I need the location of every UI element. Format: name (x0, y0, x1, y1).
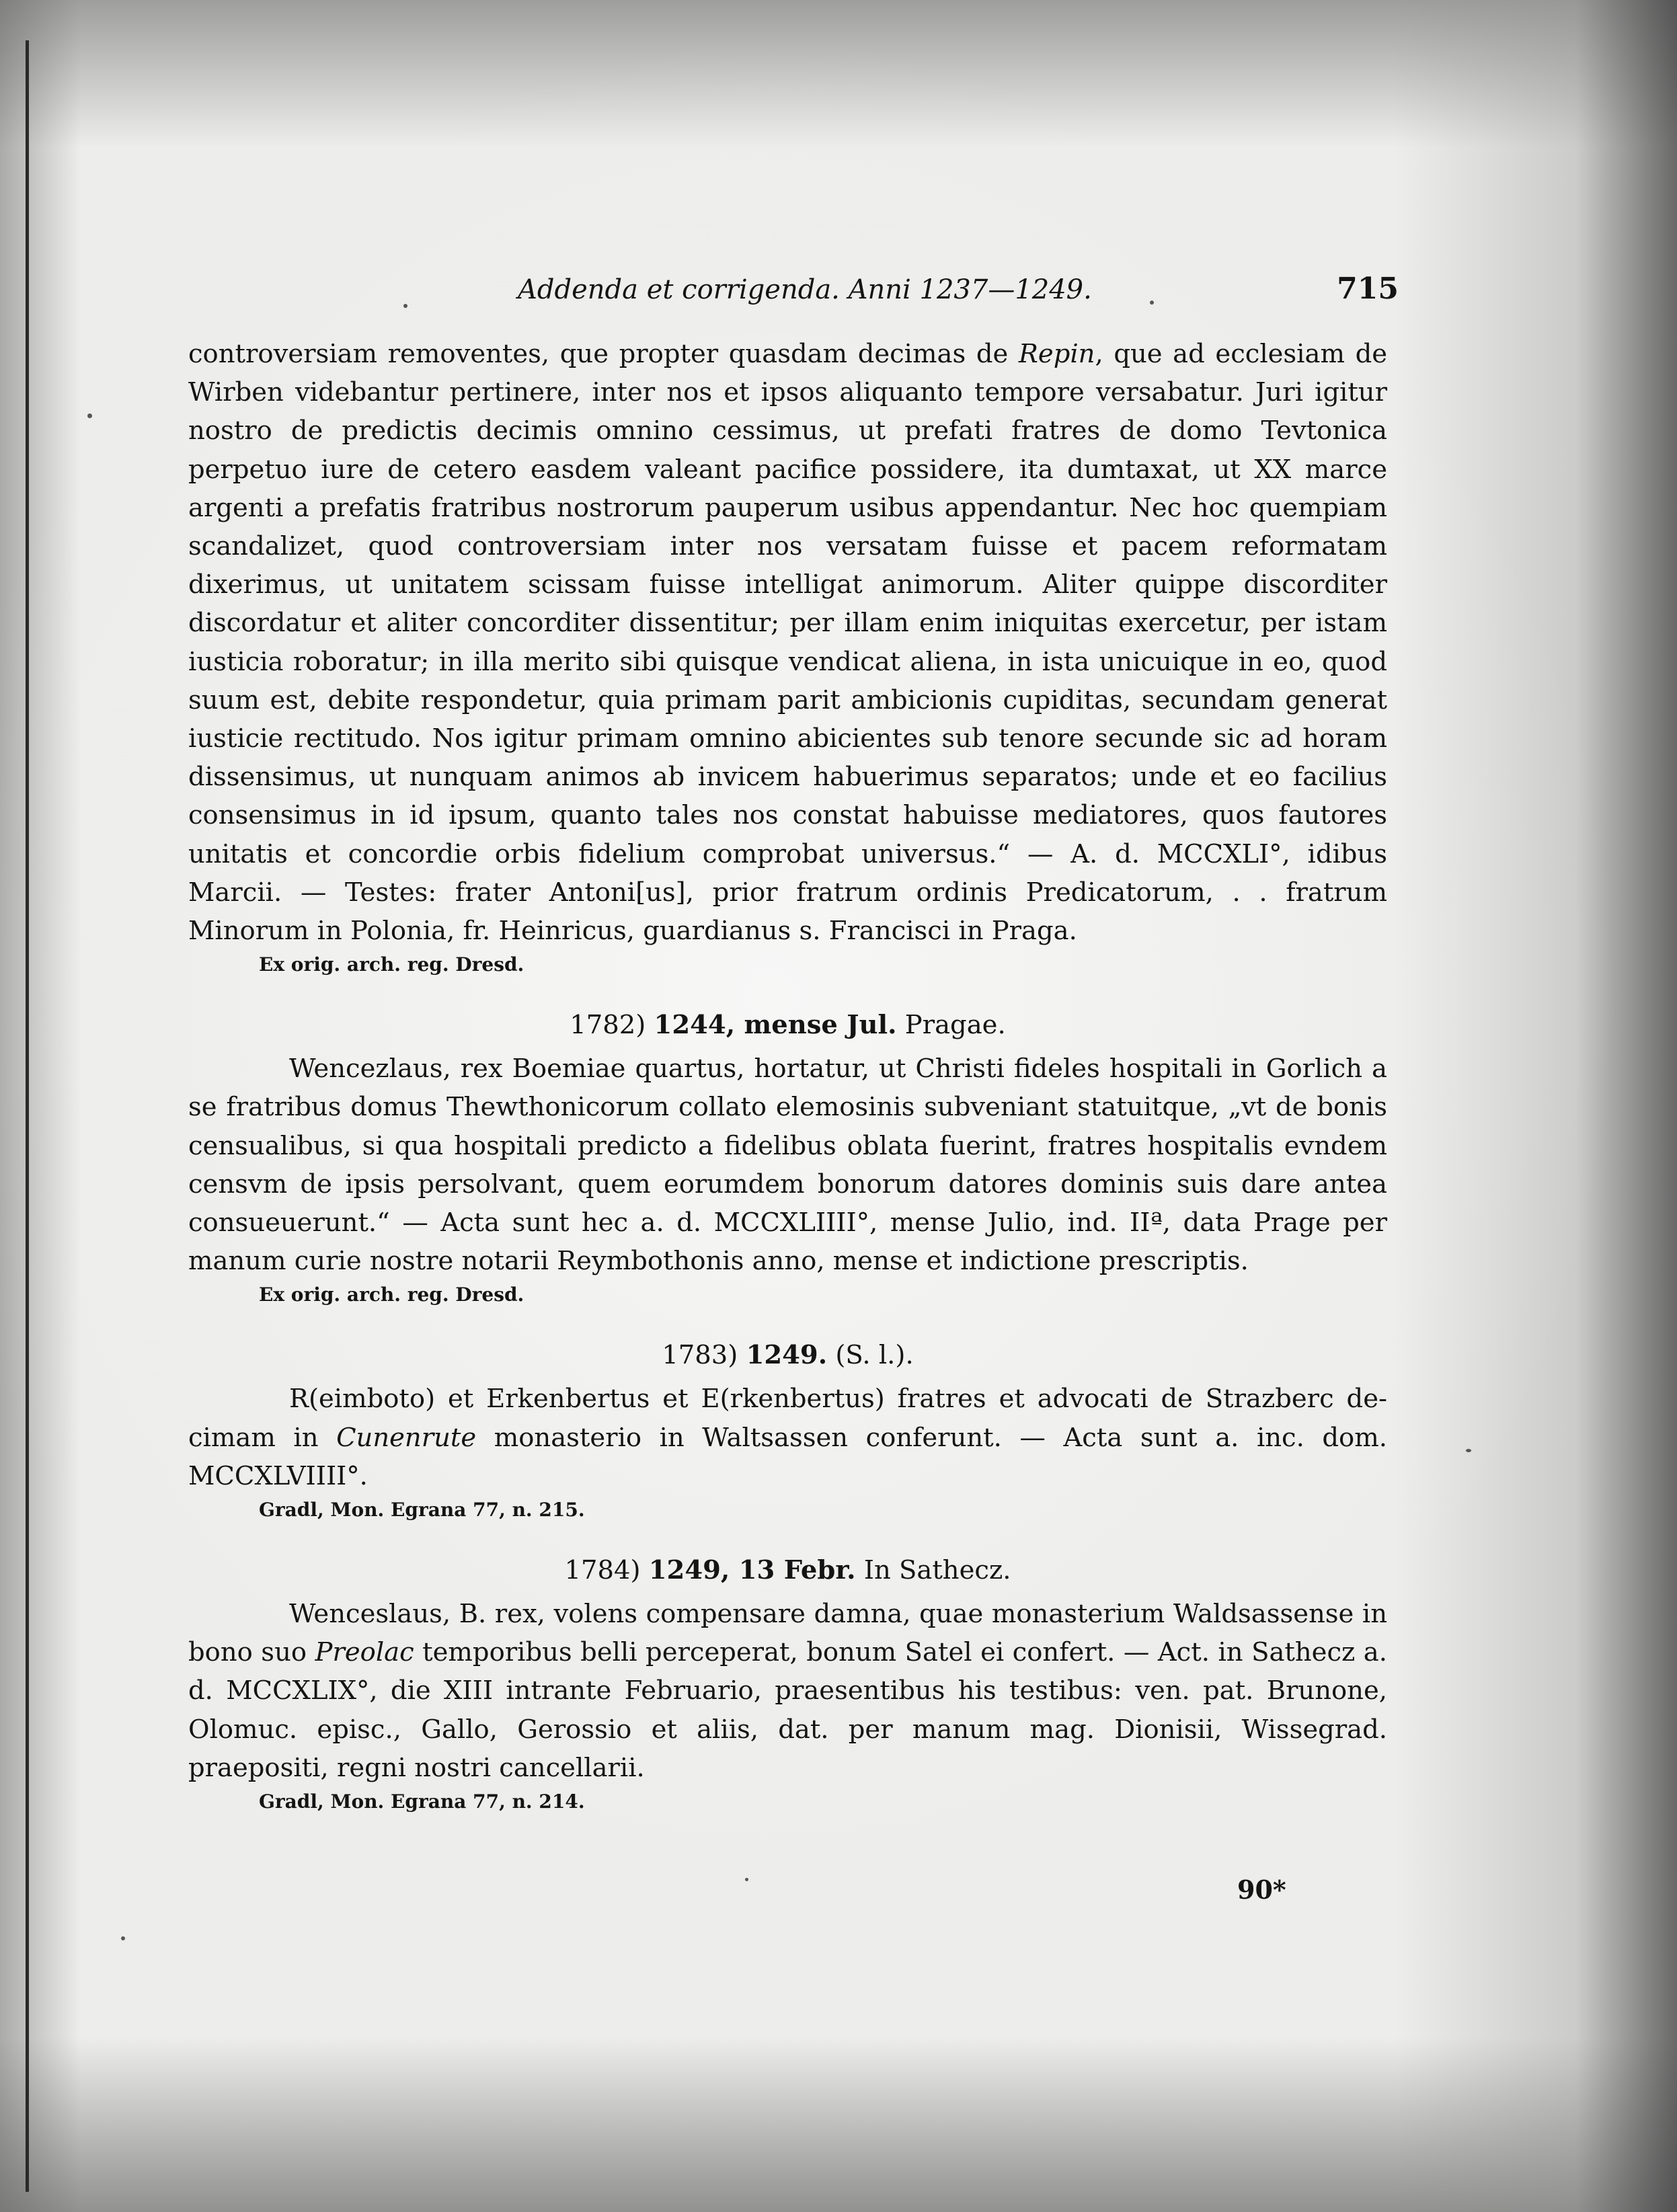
entry-continuation-source: Ex orig. arch. reg. Dresd. (259, 953, 524, 976)
entry-1784-heading (188, 1550, 1387, 1591)
entry-1782-date: 1244, mense Jul. (654, 1010, 897, 1041)
entry-1784-date: 1249, 13 Febr. (648, 1555, 856, 1586)
page-header (188, 269, 1399, 316)
page-body (188, 335, 1387, 1815)
entry-continuation-text: controversiam removentes, que propter quasdam decimas de Repin, que ad ecclesiam de Wirben videbantur pertinere, inter nos et ipsos aliquanto tempore versabatur. Juri igitur nostro de predictis decimis omnino cessimus, ut prefati fratres de domo Tevtonica perpetuo iure de cetero easdem valeant pacifice possidere, ita dumtaxat, ut XX marce argenti a prefatis fratribus nostrorum pauperum usibus appendantur. Nec hoc quempiam scandalizet, quod controversiam inter nos versatam fuisse et pacem reformatam dixerimus, ut unitatem scissam fuisse intelligat animorum. Aliter quippe discorditer discordatur et aliter concorditer dissentitur; per illam enim iniquitas exercetur, per istam iusticia roboratur; in illa merito sibi quisque vendicat aliena, in ista unicuique in eo, quod suum est, debite respondetur, quia primam parit ambicionis cupiditas, secundam generat iusticie rectitudo. Nos igitur primam omnino abicientes sub tenore secunde sic ad horam dissensimus, ut nunquam animos ab invicem habuerimus separatos; unde et eo facilius consensimus in id ipsum, quanto tales nos constat habuisse mediatores, quos fautores unitatis et concordie orbis fidelium comprobat universus.“ — A. d. MCCXLI°, idibus Marcii. — Testes: frater Antoni[us], prior fratrum ordinis Predicatorum, . . fratrum Minorum in Polonia, fr. Heinricus, guardianus s. Francisci in Praga. (188, 339, 1388, 947)
entry-1783-source: Gradl, Mon. Egrana 77, n. 215. (259, 1499, 585, 1522)
place-name-cunenrute: Cunenrute (336, 1422, 477, 1453)
place-name-preolac: Preolac (315, 1637, 414, 1668)
entry-1784-place: In Sathecz. (863, 1555, 1011, 1586)
scan-speck (1150, 301, 1154, 305)
entry-1782-heading (188, 1005, 1387, 1045)
entry-1783-place: (S. l.). (835, 1340, 914, 1371)
scan-speck (745, 1878, 748, 1881)
place-name-repin: Repin (1018, 339, 1095, 369)
entry-1782-source: Ex orig. arch. reg. Dresd. (259, 1283, 524, 1306)
signature-mark: 90* (1237, 1874, 1286, 1905)
scan-speck (87, 413, 92, 418)
binding-edge-rule (26, 40, 29, 2192)
scan-speck (1466, 1449, 1471, 1452)
scan-speck (121, 1936, 125, 1940)
page-number: 715 (1337, 272, 1399, 306)
entry-1784-text: Wenceslaus, B. rex, volens compensare damna, quae monasterium Waldsassense in bono suo Preolac temporibus belli perceperat, bonum Satel ei confert. — Act. in Sathecz a. d. MCCXLIX°, die XIII intrante Februario, praesentibus his testibus: ven. pat. Brunone, Olomuc. episc., Gallo, Gerossio et aliis, dat. per manum mag. Dionisii, Wissegrad. praepositi, regni nostri cancellarii. (188, 1599, 1387, 1783)
running-head: Addenda et corrigenda. Anni 1237—1249. (518, 274, 1092, 305)
entry-1784-source: Gradl, Mon. Egrana 77, n. 214. (259, 1790, 585, 1813)
entry-1782-text: Wencezlaus, rex Boemiae quartus, hortatur, ut Christi fideles hospitali in Gorlich a se fratribus domus Thewthonicorum collato elemosinis subveniant statuitque, „vt de bonis censualibus, si qua hospitali predicto a fidelibus oblata fuerint, fratres hospitalis evndem censvm de ipsis persolvant, quem eorumdem bonorum datores dominis suis dare antea consueuerunt.“ — Acta sunt hec a. d. MCCXLIIII°, mense Julio, ind. IIª, data Prage per manum curie nostre notarii Reymbothonis anno, mense et indictione prescriptis. (188, 1054, 1387, 1277)
entry-1782-number: 1782) (570, 1010, 646, 1041)
entry-1783-text: R(eimboto) et Erkenbertus et E(rkenbertus) fratres et advocati de Strazberc decimam in Cunenrute monasterio in Waltsassen conferunt. — Acta sunt a. inc. dom. MCCXLVIIII°. (188, 1384, 1387, 1491)
entry-1783-date: 1249. (746, 1340, 828, 1371)
entry-1782-place: Pragae. (904, 1010, 1006, 1041)
scan-speck (403, 304, 407, 308)
entry-1784-number: 1784) (564, 1555, 641, 1586)
entry-1783-number: 1783) (662, 1340, 738, 1371)
entry-1783-heading (188, 1335, 1387, 1376)
